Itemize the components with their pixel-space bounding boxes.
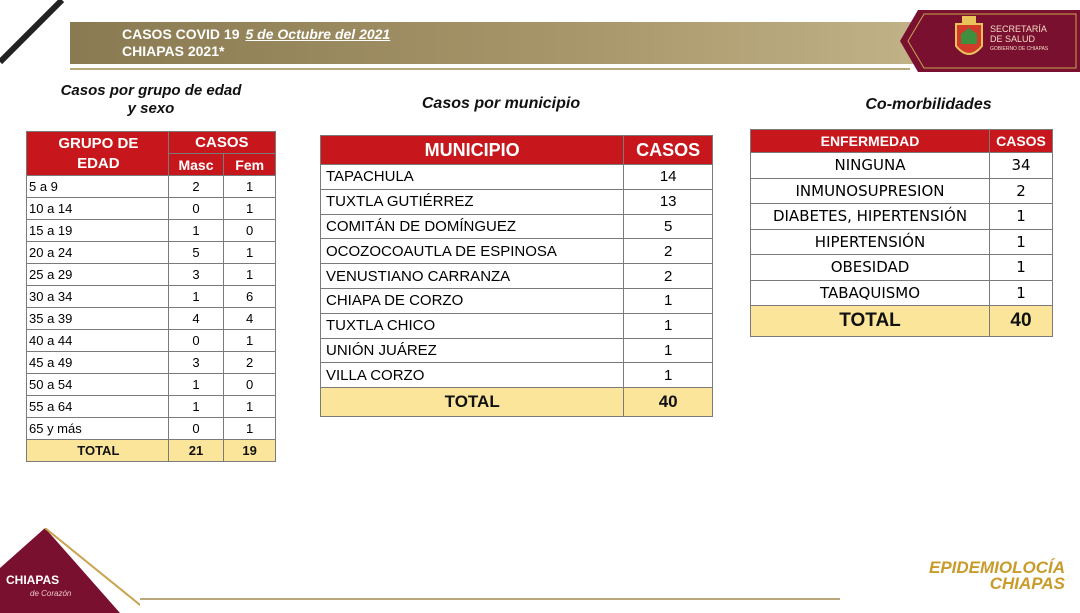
mun-cases-cell: 1 xyxy=(624,363,713,388)
age-fem-cell: 1 xyxy=(224,418,276,440)
age-group-cell: 5 a 9 xyxy=(27,176,169,198)
age-fem-cell: 6 xyxy=(224,286,276,308)
age-masc-cell: 3 xyxy=(168,352,224,374)
age-section-title xyxy=(26,82,276,118)
mun-name-cell: VILLA CORZO xyxy=(321,363,624,388)
comorbidity-table xyxy=(750,129,1053,337)
age-group-cell: 30 a 34 xyxy=(27,286,169,308)
logo-line1: SECRETARÍA xyxy=(990,24,1047,34)
mun-total-label: TOTAL xyxy=(321,388,624,417)
mun-cases-cell: 2 xyxy=(624,264,713,289)
header-title xyxy=(122,26,390,60)
age-total-masc: 21 xyxy=(168,440,224,462)
age-masc-cell: 1 xyxy=(168,286,224,308)
mor-name-cell: DIABETES, HIPERTENSIÓN xyxy=(751,204,990,230)
footer-brand: CHIAPAS xyxy=(6,573,60,587)
age-masc-cell: 0 xyxy=(168,418,224,440)
mor-row xyxy=(751,255,1053,281)
mor-cases-cell: 34 xyxy=(990,153,1053,179)
mun-cases-cell: 1 xyxy=(624,338,713,363)
mor-section-title: Co-morbilidades xyxy=(865,96,992,113)
mor-name-cell: NINGUNA xyxy=(751,153,990,179)
age-table xyxy=(26,131,276,462)
header-title-text: CASOS COVID 19 xyxy=(122,26,240,42)
municipio-table xyxy=(320,135,713,417)
age-table-body xyxy=(27,176,276,440)
age-fem-cell: 0 xyxy=(224,220,276,242)
age-fem-cell: 1 xyxy=(224,396,276,418)
mor-name-cell: INMUNOSUPRESION xyxy=(751,178,990,204)
mor-cases-cell: 1 xyxy=(990,204,1053,230)
age-masc-cell: 4 xyxy=(168,308,224,330)
age-fem-cell: 1 xyxy=(224,264,276,286)
mun-row xyxy=(321,214,713,239)
age-col-cases: CASOS xyxy=(168,132,275,154)
mor-row xyxy=(751,280,1053,306)
epidemiology-logo xyxy=(892,560,1065,592)
epi-line2: CHIAPAS xyxy=(989,574,1065,593)
header-subtitle: CHIAPAS 2021* xyxy=(122,43,225,59)
age-group-cell: 45 a 49 xyxy=(27,352,169,374)
mor-name-cell: OBESIDAD xyxy=(751,255,990,281)
age-row xyxy=(27,220,276,242)
mun-row xyxy=(321,189,713,214)
footer-brand-sub: de Corazón xyxy=(30,589,72,598)
age-masc-cell: 0 xyxy=(168,330,224,352)
mun-cases-cell: 13 xyxy=(624,189,713,214)
header-date: 5 de Octubre del 2021 xyxy=(245,26,391,42)
age-fem-cell: 1 xyxy=(224,242,276,264)
age-total-fem: 19 xyxy=(224,440,276,462)
mor-name-cell: HIPERTENSIÓN xyxy=(751,229,990,255)
mun-col-name: MUNICIPIO xyxy=(321,136,624,165)
mun-row xyxy=(321,239,713,264)
age-masc-cell: 1 xyxy=(168,220,224,242)
mor-col-disease: ENFERMEDAD xyxy=(751,130,990,153)
mun-name-cell: CHIAPA DE CORZO xyxy=(321,288,624,313)
mun-row xyxy=(321,313,713,338)
age-masc-cell: 0 xyxy=(168,198,224,220)
mor-cases-cell: 1 xyxy=(990,280,1053,306)
age-row xyxy=(27,242,276,264)
mun-table-body xyxy=(321,165,713,388)
age-row xyxy=(27,352,276,374)
mor-total-value: 40 xyxy=(990,306,1053,337)
age-group-cell: 65 y más xyxy=(27,418,169,440)
footer-divider xyxy=(140,598,840,600)
mun-row xyxy=(321,264,713,289)
age-col-fem: Fem xyxy=(224,154,276,176)
mun-cases-cell: 1 xyxy=(624,288,713,313)
age-title-line1: Casos por grupo de edad xyxy=(60,82,242,99)
age-masc-cell: 5 xyxy=(168,242,224,264)
age-group-cell: 20 a 24 xyxy=(27,242,169,264)
mor-col-cases: CASOS xyxy=(990,130,1053,153)
mun-cases-cell: 2 xyxy=(624,239,713,264)
age-row xyxy=(27,396,276,418)
age-group-cell: 25 a 29 xyxy=(27,264,169,286)
age-row xyxy=(27,198,276,220)
mor-name-cell: TABAQUISMO xyxy=(751,280,990,306)
mor-row xyxy=(751,229,1053,255)
age-row xyxy=(27,418,276,440)
logo-line2: DE SALUD xyxy=(990,34,1036,44)
age-row xyxy=(27,176,276,198)
mun-cases-cell: 1 xyxy=(624,313,713,338)
mun-name-cell: UNIÓN JUÁREZ xyxy=(321,338,624,363)
mor-row xyxy=(751,204,1053,230)
age-fem-cell: 0 xyxy=(224,374,276,396)
mun-name-cell: COMITÁN DE DOMÍNGUEZ xyxy=(321,214,624,239)
mor-row xyxy=(751,153,1053,179)
mun-total-value: 40 xyxy=(624,388,713,417)
mun-name-cell: TUXTLA GUTIÉRREZ xyxy=(321,189,624,214)
coat-of-arms-icon xyxy=(952,16,986,62)
mun-name-cell: OCOZOCOAUTLA DE ESPINOSA xyxy=(321,239,624,264)
age-col-group-line1: GRUPO DE xyxy=(58,134,139,152)
mun-cases-cell: 14 xyxy=(624,165,713,190)
age-group-cell: 15 a 19 xyxy=(27,220,169,242)
age-row xyxy=(27,264,276,286)
age-fem-cell: 1 xyxy=(224,176,276,198)
mun-name-cell: VENUSTIANO CARRANZA xyxy=(321,264,624,289)
mun-row xyxy=(321,165,713,190)
age-group-cell: 40 a 44 xyxy=(27,330,169,352)
age-total-label: TOTAL xyxy=(27,440,169,462)
epi-line1: EPIDEMIOLOCÍA xyxy=(928,558,1065,577)
mun-cases-cell: 5 xyxy=(624,214,713,239)
age-row xyxy=(27,286,276,308)
age-fem-cell: 2 xyxy=(224,352,276,374)
mor-cases-cell: 1 xyxy=(990,255,1053,281)
age-fem-cell: 4 xyxy=(224,308,276,330)
logo-text xyxy=(990,24,1048,54)
mor-cases-cell: 1 xyxy=(990,229,1053,255)
mor-table-body xyxy=(751,153,1053,306)
mun-col-cases: CASOS xyxy=(624,136,713,165)
age-group-cell: 50 a 54 xyxy=(27,374,169,396)
age-group-cell: 10 a 14 xyxy=(27,198,169,220)
logo-line3: GOBIERNO DE CHIAPAS xyxy=(990,46,1049,52)
mun-row xyxy=(321,288,713,313)
mun-row xyxy=(321,338,713,363)
age-row xyxy=(27,330,276,352)
age-row xyxy=(27,374,276,396)
mun-name-cell: TUXTLA CHICO xyxy=(321,313,624,338)
age-row xyxy=(27,308,276,330)
age-masc-cell: 3 xyxy=(168,264,224,286)
mor-row xyxy=(751,178,1053,204)
age-fem-cell: 1 xyxy=(224,330,276,352)
age-title-line2: y sexo xyxy=(127,100,175,117)
age-masc-cell: 2 xyxy=(168,176,224,198)
age-masc-cell: 1 xyxy=(168,374,224,396)
footer-left-decoration xyxy=(0,528,140,613)
mor-total-label: TOTAL xyxy=(751,306,990,337)
age-col-group-line2: EDAD xyxy=(77,154,120,172)
mun-row xyxy=(321,363,713,388)
mor-cases-cell: 2 xyxy=(990,178,1053,204)
age-group-cell: 55 a 64 xyxy=(27,396,169,418)
age-group-cell: 35 a 39 xyxy=(27,308,169,330)
age-fem-cell: 1 xyxy=(224,198,276,220)
age-masc-cell: 1 xyxy=(168,396,224,418)
mun-section-title: Casos por municipio xyxy=(421,95,581,112)
header-divider xyxy=(70,68,910,70)
age-col-masc: Masc xyxy=(168,154,224,176)
mun-name-cell: TAPACHULA xyxy=(321,165,624,190)
age-col-group xyxy=(27,132,169,176)
